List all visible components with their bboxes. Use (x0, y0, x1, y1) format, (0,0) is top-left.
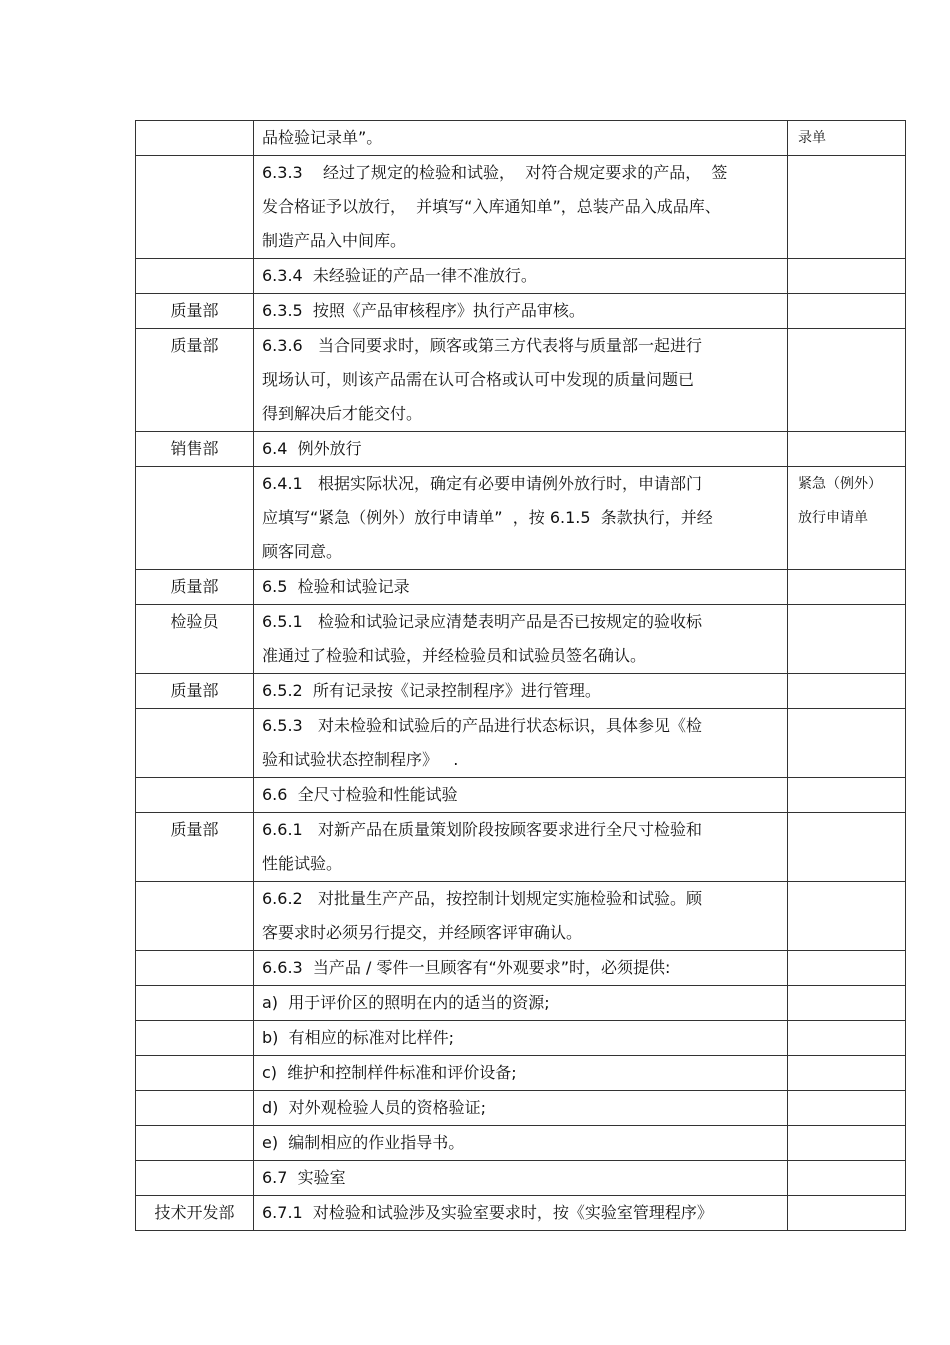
content-cell (254, 605, 788, 674)
content-line: 6.6.2 对批量生产产品，按控制计划规定实施检验和试验。顾 (262, 889, 702, 908)
content-line: 6.3.4 未经验证的产品一律不准放行。 (262, 266, 537, 285)
content-line: 6.6 全尺寸检验和性能试验 (262, 785, 458, 804)
content-cell (254, 674, 788, 709)
content-cell (254, 121, 788, 156)
content-line: 发合格证予以放行， 并填写“入库通知单”，总装产品入成品库、 (262, 197, 721, 216)
table-row (136, 1021, 906, 1056)
table-row (136, 1126, 906, 1161)
department-cell: 质量部 (136, 674, 254, 709)
department-cell: 质量部 (136, 329, 254, 432)
content-cell (254, 709, 788, 778)
content-cell (254, 1091, 788, 1126)
procedure-table (135, 120, 906, 1231)
department-cell (136, 1161, 254, 1196)
record-cell (788, 674, 906, 709)
content-cell (254, 813, 788, 882)
department-cell (136, 1056, 254, 1091)
record-cell (788, 605, 906, 674)
record-cell (788, 570, 906, 605)
record-cell (788, 882, 906, 951)
content-cell (254, 570, 788, 605)
content-line: 6.5.3 对未检验和试验后的产品进行状态标识，具体参见《检 (262, 716, 702, 735)
department-cell (136, 986, 254, 1021)
department-cell (136, 1126, 254, 1161)
record-cell (788, 1056, 906, 1091)
table-row (136, 882, 906, 951)
content-cell (254, 1196, 788, 1231)
record-cell (788, 294, 906, 329)
record-cell (788, 1021, 906, 1056)
content-cell (254, 432, 788, 467)
content-line: 应填写“紧急（例外）放行申请单” ，按 6.1.5 条款执行，并经 (262, 508, 713, 527)
table-row (136, 1196, 906, 1231)
table-row (136, 570, 906, 605)
content-line: 顾客同意。 (262, 542, 343, 561)
table-row (136, 778, 906, 813)
department-cell (136, 778, 254, 813)
content-line: 客要求时必须另行提交，并经顾客评审确认。 (262, 923, 583, 942)
department-cell (136, 259, 254, 294)
content-cell (254, 951, 788, 986)
content-cell (254, 1161, 788, 1196)
record-cell (788, 1091, 906, 1126)
department-cell (136, 156, 254, 259)
record-cell (788, 951, 906, 986)
content-line: 品检验记录单”。 (262, 128, 383, 147)
content-cell (254, 1126, 788, 1161)
content-cell (254, 259, 788, 294)
record-cell (788, 1126, 906, 1161)
record-cell (788, 467, 906, 570)
table-row (136, 329, 906, 432)
table-row (136, 294, 906, 329)
content-cell (254, 1021, 788, 1056)
record-line: 录单 (798, 130, 826, 146)
record-cell (788, 813, 906, 882)
content-line: 6.7 实验室 (262, 1168, 346, 1187)
content-line: 6.4 例外放行 (262, 439, 362, 458)
record-cell (788, 259, 906, 294)
content-line: 6.7.1 对检验和试验涉及实验室要求时，按《实验室管理程序》 (262, 1203, 713, 1222)
record-cell (788, 709, 906, 778)
table-row (136, 467, 906, 570)
content-cell (254, 778, 788, 813)
content-cell (254, 294, 788, 329)
table-row (136, 121, 906, 156)
content-line: 准通过了检验和试验，并经检验员和试验员签名确认。 (262, 646, 647, 665)
content-line: 6.6.1 对新产品在质量策划阶段按顾客要求进行全尺寸检验和 (262, 820, 702, 839)
table-row (136, 259, 906, 294)
department-cell (136, 951, 254, 986)
content-line: 6.3.5 按照《产品审核程序》执行产品审核。 (262, 301, 585, 320)
department-cell (136, 467, 254, 570)
department-cell: 质量部 (136, 570, 254, 605)
department-cell: 检验员 (136, 605, 254, 674)
department-cell (136, 709, 254, 778)
content-line: a) 用于评价区的照明在内的适当的资源; (262, 993, 550, 1012)
department-cell (136, 1021, 254, 1056)
department-cell (136, 121, 254, 156)
table-row (136, 813, 906, 882)
content-cell (254, 329, 788, 432)
record-cell (788, 121, 906, 156)
table-row (136, 605, 906, 674)
table-row (136, 432, 906, 467)
department-cell: 质量部 (136, 813, 254, 882)
table-row (136, 1091, 906, 1126)
table-row (136, 1161, 906, 1196)
content-cell (254, 156, 788, 259)
table-body (136, 121, 906, 1231)
content-line: 6.5.1 检验和试验记录应清楚表明产品是否已按规定的验收标 (262, 612, 702, 631)
record-cell (788, 329, 906, 432)
record-cell (788, 1196, 906, 1231)
department-cell: 销售部 (136, 432, 254, 467)
department-cell: 质量部 (136, 294, 254, 329)
content-line: 验和试验状态控制程序》 . (262, 750, 459, 769)
content-cell (254, 882, 788, 951)
content-cell (254, 467, 788, 570)
department-cell: 技术开发部 (136, 1196, 254, 1231)
record-cell (788, 986, 906, 1021)
content-cell (254, 1056, 788, 1091)
table-row (136, 709, 906, 778)
content-line: 得到解决后才能交付。 (262, 404, 423, 423)
department-cell (136, 882, 254, 951)
record-cell (788, 1161, 906, 1196)
content-line: b) 有相应的标准对比样件; (262, 1028, 454, 1047)
record-line: 放行申请单 (798, 510, 868, 526)
table-row (136, 951, 906, 986)
table-row (136, 986, 906, 1021)
record-cell (788, 432, 906, 467)
content-line: 6.4.1 根据实际状况，确定有必要申请例外放行时，申请部门 (262, 474, 702, 493)
content-line: c) 维护和控制样件标准和评价设备; (262, 1063, 517, 1082)
content-cell (254, 986, 788, 1021)
table-row (136, 674, 906, 709)
content-line: d) 对外观检验人员的资格验证; (262, 1098, 486, 1117)
table-row (136, 1056, 906, 1091)
table-row (136, 156, 906, 259)
record-cell (788, 778, 906, 813)
content-line: 6.6.3 当产品 / 零件一旦顾客有“外观要求”时，必须提供: (262, 958, 671, 977)
content-line: 制造产品入中间库。 (262, 231, 407, 250)
content-line: 6.3.3 经过了规定的检验和试验， 对符合规定要求的产品， 签 (262, 163, 728, 182)
content-line: 现场认可，则该产品需在认可合格或认可中发现的质量问题已 (262, 370, 695, 389)
content-line: 6.3.6 当合同要求时，顾客或第三方代表将与质量部一起进行 (262, 336, 702, 355)
record-cell (788, 156, 906, 259)
content-line: 6.5 检验和试验记录 (262, 577, 410, 596)
department-cell (136, 1091, 254, 1126)
content-line: 性能试验。 (262, 854, 343, 873)
content-line: e) 编制相应的作业指导书。 (262, 1133, 465, 1152)
record-line: 紧急（例外） (798, 476, 882, 492)
content-line: 6.5.2 所有记录按《记录控制程序》进行管理。 (262, 681, 601, 700)
